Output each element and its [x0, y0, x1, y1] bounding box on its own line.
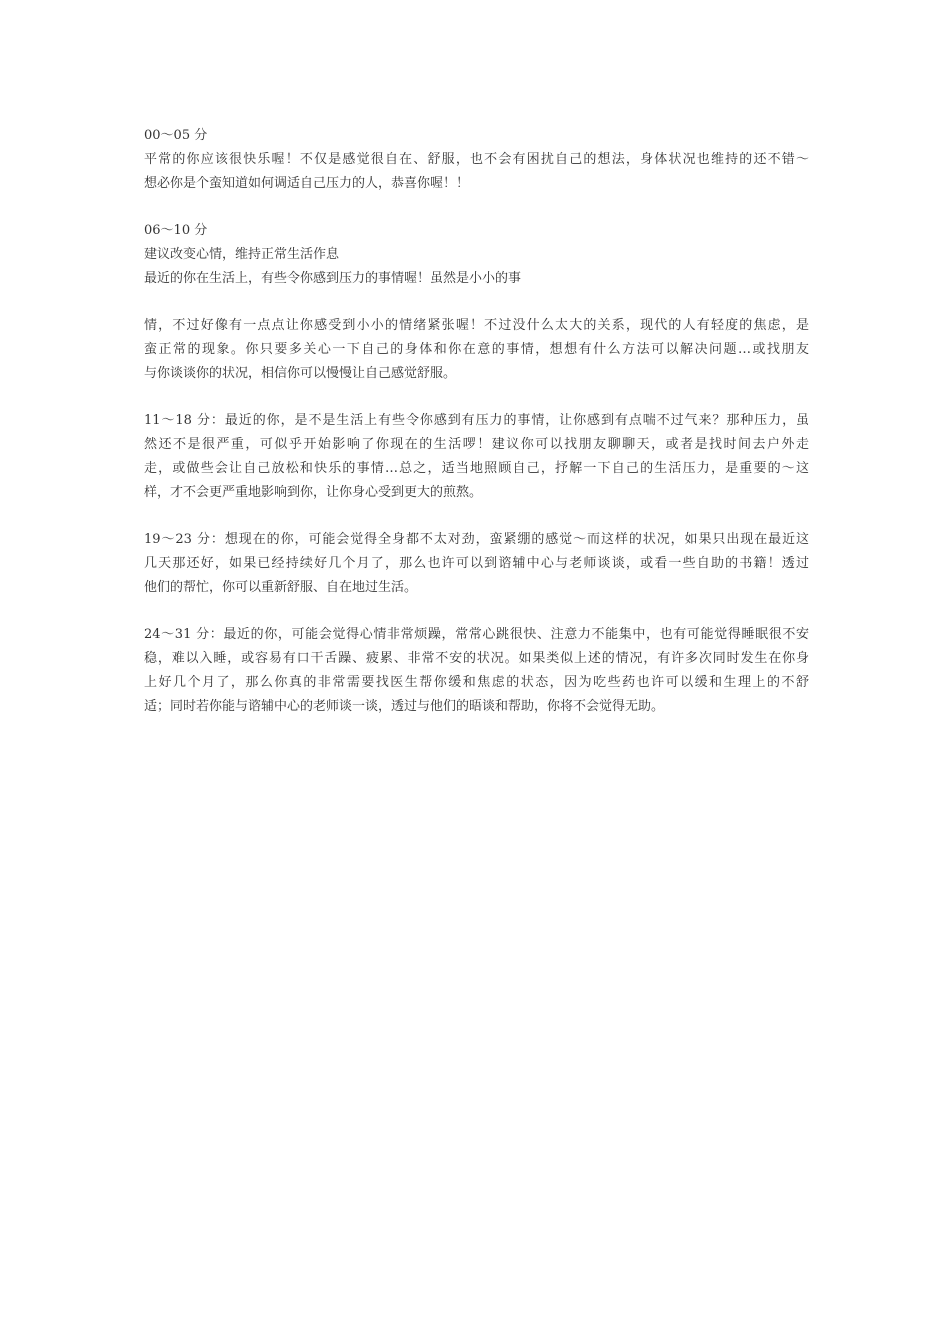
section-heading: 06～10 分 — [144, 223, 208, 238]
section-text-line: 他们的帮忙，你可以重新舒服、自在地过生活。 — [144, 580, 418, 595]
section-text-line: 适；同时若你能与谘辅中心的老师谈一谈，透过与他们的晤谈和帮助，你将不会觉得无助。 — [144, 699, 665, 714]
section-heading: 00～05 分 — [144, 128, 208, 143]
section-text-line: 最近的你在生活上，有些令你感到压力的事情喔！虽然是小小的事 — [144, 271, 522, 286]
section-19-23 — [144, 528, 809, 600]
section-text-line: 平常的你应该很快乐喔！不仅是感觉很自在、舒服，也不会有困扰自己的想法，身体状况也维持的还不错～ — [144, 152, 809, 167]
section-text-line: 19～23 分：想现在的你，可能会觉得全身都不太对劲，蛮紧绷的感觉～而这样的状况，如果只出现在最近这 — [144, 532, 809, 547]
section-00-05 — [144, 124, 809, 196]
section-text-line: 情，不过好像有一点点让你感受到小小的情绪紧张喔！不过没什么太大的关系，现代的人有轻度的焦虑，是 — [144, 318, 809, 333]
section-06-10 — [144, 219, 809, 291]
section-11-18 — [144, 409, 809, 505]
section-text-line: 几天那还好，如果已经持续好几个月了，那么也许可以到谘辅中心与老师谈谈，或看一些自助的书籍！透过 — [144, 556, 809, 571]
section-text-line: 上好几个月了，那么你真的非常需要找医生帮你缓和焦虑的状态，因为吃些药也许可以缓和生理上的不舒 — [144, 675, 809, 690]
section-text-line: 想必你是个蛮知道如何调适自己压力的人，恭喜你喔！！ — [144, 176, 470, 191]
section-text-line: 11～18 分：最近的你，是不是生活上有些令你感到有压力的事情，让你感到有点喘不过气来？那种压力，虽 — [144, 413, 809, 428]
section-text-line: 稳，难以入睡，或容易有口干舌躁、疲累、非常不安的状况。如果类似上述的情况，有许多次同时发生在你身 — [144, 651, 809, 666]
section-text-line: 蛮正常的现象。你只要多关心一下自己的身体和你在意的事情，想想有什么方法可以解决问题…或找朋友 — [144, 342, 809, 357]
section-text-line: 然还不是很严重，可似乎开始影响了你现在的生活啰！建议你可以找朋友聊聊天，或者是找时间去户外走 — [144, 437, 809, 452]
section-text-line: 与你谈谈你的状况，相信你可以慢慢让自己感觉舒服。 — [144, 366, 457, 381]
section-24-31 — [144, 623, 809, 719]
section-06-10-continued — [144, 314, 809, 386]
section-text-line: 样，才不会更严重地影响到你，让你身心受到更大的煎熬。 — [144, 485, 483, 500]
section-text-line: 24～31 分：最近的你，可能会觉得心情非常烦躁，常常心跳很快、注意力不能集中，也有可能觉得睡眠很不安 — [144, 627, 809, 642]
section-text-line: 走，或做些会让自己放松和快乐的事情…总之，适当地照顾自己，抒解一下自己的生活压力，是重要的～这 — [144, 461, 809, 476]
section-text-line: 建议改变心情，维持正常生活作息 — [144, 247, 340, 262]
document-body — [144, 124, 809, 742]
